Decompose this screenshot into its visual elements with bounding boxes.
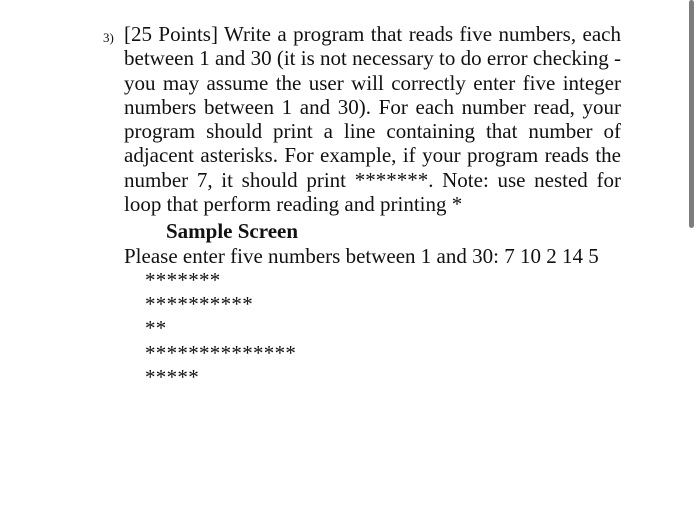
question-line: between 1 and 30 (it is not necessary to do error checking -: [124, 46, 621, 71]
question-text: [124, 22, 621, 216]
question-line: [25 Points] Write a program that reads five numbers, each: [124, 22, 621, 46]
question-line: numbers between 1 and 30). For each number read, your: [124, 94, 621, 119]
asterisk-row: *****: [145, 364, 199, 389]
vertical-scrollbar[interactable]: [689, 0, 694, 228]
question-line: number 7, it should print *******. Note: use nested for: [124, 167, 621, 192]
asterisk-row: *******: [145, 268, 221, 292]
question-line: program should print a line containing that number of: [124, 119, 621, 144]
question-number: 3): [103, 30, 114, 45]
question-line: adjacent asterisks. For example, if your program reads the: [124, 143, 621, 168]
asterisk-row: **: [145, 316, 167, 341]
sample-output: [145, 268, 296, 389]
asterisk-row: **********: [145, 292, 253, 317]
asterisk-row: **************: [145, 340, 297, 365]
sample-screen-title: Sample Screen: [166, 219, 299, 243]
question-line: loop that perform reading and printing *: [124, 192, 463, 217]
sample-prompt: Please enter five numbers between 1 and 30: 7 10 2 14 5: [124, 244, 599, 268]
question-line: you may assume the user will correctly enter five integer: [124, 70, 621, 95]
